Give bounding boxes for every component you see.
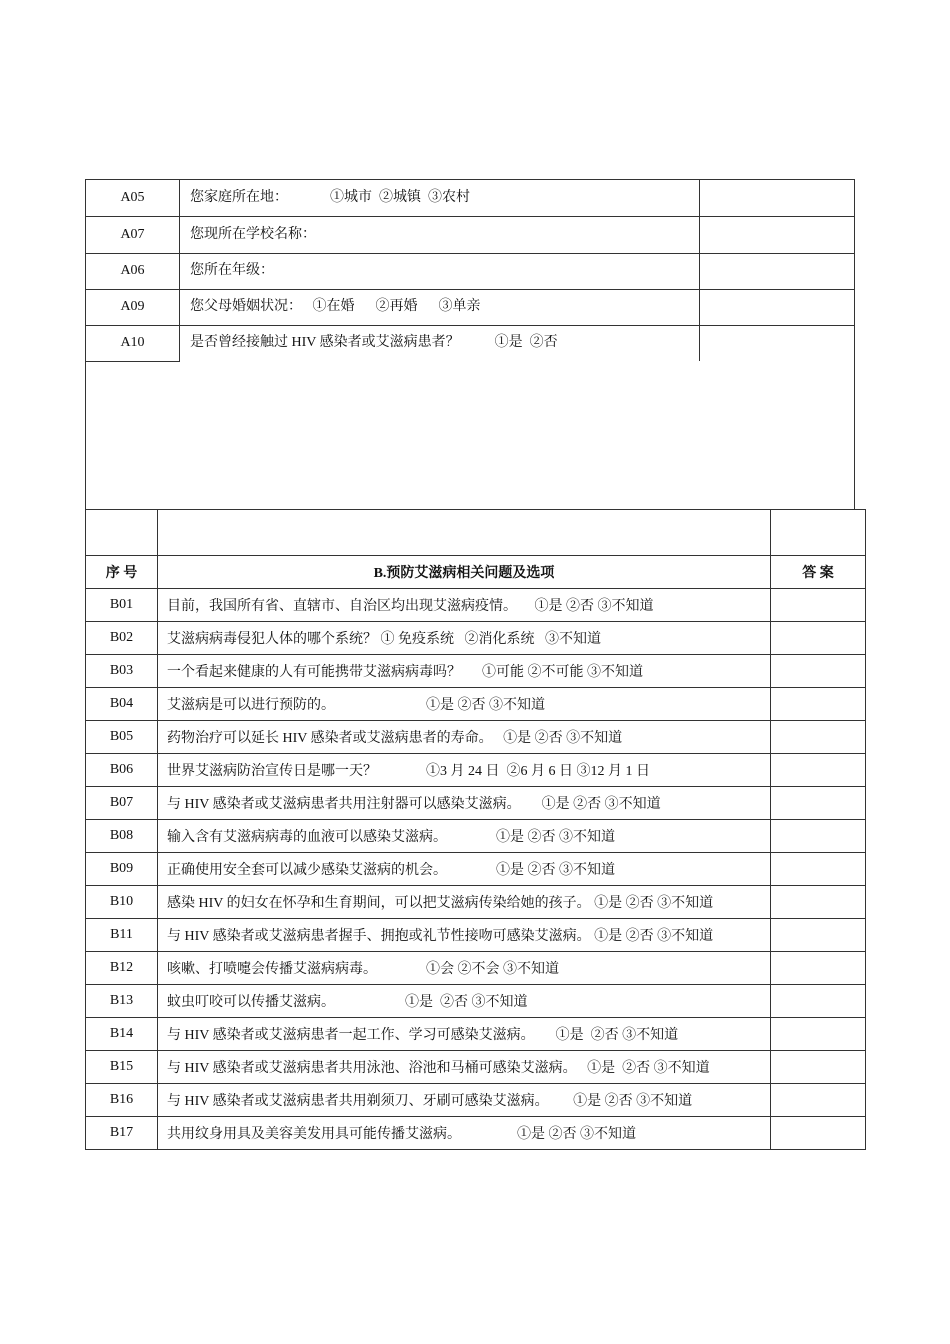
row-question: 您家庭所在地： ①城市 ②城镇 ③农村 <box>190 190 470 205</box>
table-row <box>86 1018 866 1051</box>
header-answer: 答 案 <box>771 556 866 589</box>
row-code: B15 <box>86 1051 158 1084</box>
row-question: 蚊虫叮咬可以传播艾滋病。 ①是 ②否 ③不知道 <box>158 985 771 1018</box>
row-question: 一个看起来健康的人有可能携带艾滋病病毒吗？ ①可能 ②不可能 ③不知道 <box>158 655 771 688</box>
blank-cell <box>86 510 158 556</box>
row-code: B02 <box>86 622 158 655</box>
answer-cell[interactable] <box>699 289 854 325</box>
row-code: B12 <box>86 952 158 985</box>
answer-cell[interactable] <box>771 1117 866 1150</box>
row-question: 咳嗽、打喷嚏会传播艾滋病病毒。 ①会 ②不会 ③不知道 <box>158 952 771 985</box>
row-code: B04 <box>86 688 158 721</box>
table-row <box>86 820 866 853</box>
row-question: 与 HIV 感染者或艾滋病患者一起工作、学习可感染艾滋病。 ①是 ②否 ③不知道 <box>158 1018 771 1051</box>
answer-cell[interactable] <box>771 853 866 886</box>
row-code: A07 <box>86 217 180 253</box>
section-a-row <box>86 180 854 216</box>
row-question: 目前，我国所有省、直辖市、自治区均出现艾滋病疫情。 ①是 ②否 ③不知道 <box>158 589 771 622</box>
row-divider <box>86 361 180 362</box>
answer-cell[interactable] <box>699 253 854 289</box>
row-question: 艾滋病病毒侵犯人体的哪个系统？ ① 免疫系统 ②消化系统 ③不知道 <box>158 622 771 655</box>
answer-cell[interactable] <box>699 180 854 216</box>
table-row <box>86 589 866 622</box>
table-row <box>86 919 866 952</box>
row-question: 与 HIV 感染者或艾滋病患者共用注射器可以感染艾滋病。 ①是 ②否 ③不知道 <box>158 787 771 820</box>
table-header <box>86 556 866 589</box>
answer-cell[interactable] <box>771 655 866 688</box>
row-question: 您父母婚姻状况： ①在婚 ②再婚 ③单亲 <box>190 299 481 314</box>
table-row <box>86 655 866 688</box>
answer-cell[interactable] <box>771 1018 866 1051</box>
row-question: 您所在年级： <box>190 263 274 278</box>
row-code: B06 <box>86 754 158 787</box>
row-question: 世界艾滋病防治宣传日是哪一天？ ①3 月 24 日 ②6 月 6 日 ③12 月 1 日 <box>158 754 771 787</box>
row-code: A05 <box>86 180 180 216</box>
row-code: A09 <box>86 289 180 325</box>
row-code: A06 <box>86 253 180 289</box>
answer-cell[interactable] <box>771 721 866 754</box>
row-question: 与 HIV 感染者或艾滋病患者共用剃须刀、牙刷可感染艾滋病。 ①是 ②否 ③不知道 <box>158 1084 771 1117</box>
row-question: 您现所在学校名称： <box>190 227 316 242</box>
row-code: B05 <box>86 721 158 754</box>
section-a-row <box>86 217 854 253</box>
blank-cell <box>771 510 866 556</box>
row-code: A10 <box>86 325 180 361</box>
row-question: 与 HIV 感染者或艾滋病患者共用泳池、浴池和马桶可感染艾滋病。 ①是 ②否 ③不知道 <box>158 1051 771 1084</box>
row-code: B13 <box>86 985 158 1018</box>
answer-cell[interactable] <box>771 787 866 820</box>
row-code: B16 <box>86 1084 158 1117</box>
table-row <box>86 622 866 655</box>
section-a-row <box>86 253 854 289</box>
table-row <box>86 1051 866 1084</box>
row-code: B07 <box>86 787 158 820</box>
table-row <box>86 721 866 754</box>
row-question: 输入含有艾滋病病毒的血液可以感染艾滋病。 ①是 ②否 ③不知道 <box>158 820 771 853</box>
answer-cell[interactable] <box>771 688 866 721</box>
answer-cell[interactable] <box>771 589 866 622</box>
answer-cell[interactable] <box>771 622 866 655</box>
row-code: B08 <box>86 820 158 853</box>
table-row <box>86 952 866 985</box>
table-row <box>86 754 866 787</box>
row-question: 与 HIV 感染者或艾滋病患者握手、拥抱或礼节性接吻可感染艾滋病。 ①是 ②否 ③不知道 <box>158 919 771 952</box>
answer-cell[interactable] <box>699 217 854 253</box>
answer-cell[interactable] <box>771 1051 866 1084</box>
section-a-row <box>86 289 854 325</box>
answer-cell[interactable] <box>771 886 866 919</box>
row-code: B10 <box>86 886 158 919</box>
row-code: B09 <box>86 853 158 886</box>
section-b-table <box>85 509 866 1150</box>
answer-cell[interactable] <box>771 985 866 1018</box>
row-code: B01 <box>86 589 158 622</box>
table-row <box>86 853 866 886</box>
row-question: 艾滋病是可以进行预防的。 ①是 ②否 ③不知道 <box>158 688 771 721</box>
row-code: B11 <box>86 919 158 952</box>
table-row <box>86 688 866 721</box>
answer-cell[interactable] <box>771 754 866 787</box>
table-row <box>86 1117 866 1150</box>
row-question: 药物治疗可以延长 HIV 感染者或艾滋病患者的寿命。 ①是 ②否 ③不知道 <box>158 721 771 754</box>
row-code: B14 <box>86 1018 158 1051</box>
answer-cell[interactable] <box>771 952 866 985</box>
header-title: B.预防艾滋病相关问题及选项 <box>158 556 771 589</box>
section-a-row <box>86 325 854 361</box>
table-row <box>86 787 866 820</box>
answer-cell[interactable] <box>771 919 866 952</box>
row-question: 共用纹身用具及美容美发用具可能传播艾滋病。 ①是 ②否 ③不知道 <box>158 1117 771 1150</box>
row-code: B03 <box>86 655 158 688</box>
table-row <box>86 886 866 919</box>
row-question: 是否曾经接触过 HIV 感染者或艾滋病患者？ ①是 ②否 <box>190 335 558 350</box>
row-question: 感染 HIV 的妇女在怀孕和生育期间，可以把艾滋病传染给她的孩子。 ①是 ②否 ③不知道 <box>158 886 771 919</box>
row-question: 正确使用安全套可以减少感染艾滋病的机会。 ①是 ②否 ③不知道 <box>158 853 771 886</box>
answer-cell[interactable] <box>771 820 866 853</box>
row-code: B17 <box>86 1117 158 1150</box>
section-a-table <box>85 179 855 509</box>
header-number: 序 号 <box>86 556 158 589</box>
answer-cell[interactable] <box>699 325 854 361</box>
answer-cell[interactable] <box>771 1084 866 1117</box>
table-row <box>86 1084 866 1117</box>
blank-row <box>86 510 866 556</box>
blank-cell <box>158 510 771 556</box>
table-row <box>86 985 866 1018</box>
